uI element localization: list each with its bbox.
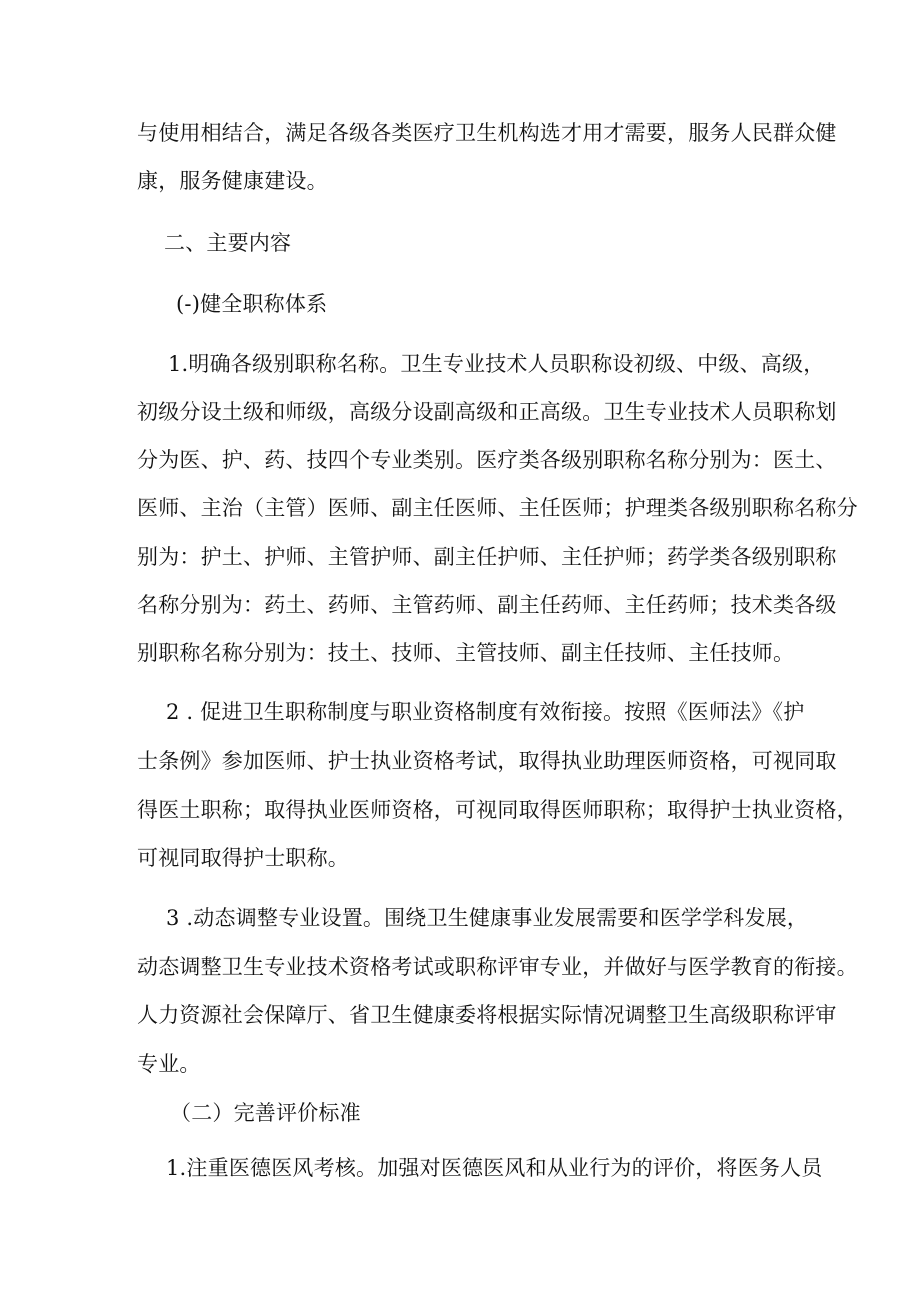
- paragraph-line: 可视同取得护士职称。: [137, 846, 349, 870]
- subsection-heading: （二）完善评价标准: [170, 1101, 361, 1125]
- paragraph-line: 名称分别为：药土、药师、主管药师、副主任药师、主任药师；技术类各级: [137, 593, 837, 617]
- paragraph-line: 得医土职称；取得执业医师资格，可视同取得医师职称；取得护士执业资格，: [137, 798, 858, 822]
- paragraph-line: 人力资源社会保障厅、省卫生健康委将根据实际情况调整卫生高级职称评审: [137, 1003, 837, 1027]
- paragraph-line: 2 . 促进卫生职称制度与职业资格制度有效衔接。按照《医师法》《护: [166, 700, 805, 724]
- paragraph-line: 1.明确各级别职称名称。卫生专业技术人员职称设初级、中级、高级，: [168, 352, 825, 376]
- paragraph-line: 士条例》参加医师、护士执业资格考试，取得执业助理医师资格，可视同取: [137, 749, 837, 773]
- paragraph-line: 动态调整卫生专业技术资格考试或职称评审专业，并做好与医学教育的衔接。: [137, 955, 858, 979]
- paragraph-line: 3 .动态调整专业设置。围绕卫生健康事业发展需要和医学学科发展，: [166, 906, 809, 930]
- paragraph-line: 1.注重医德医风考核。加强对医德医风和从业行为的评价，将医务人员: [166, 1156, 823, 1180]
- paragraph-line: 康，服务健康建设。: [137, 169, 328, 193]
- paragraph-line: 分为医、护、药、技四个专业类别。医疗类各级别职称名称分别为：医土、: [137, 448, 837, 472]
- paragraph-line: 别职称名称分别为：技土、技师、主管技师、副主任技师、主任技师。: [137, 641, 795, 665]
- paragraph-line: 与使用相结合，满足各级各类医疗卫生机构选才用才需要，服务人民群众健: [137, 121, 837, 145]
- paragraph-line: 初级分设土级和师级，高级分设副高级和正高级。卫生专业技术人员职称划: [137, 400, 837, 424]
- subsection-heading: (-)健全职称体系: [176, 292, 328, 316]
- paragraph-line: 别为：护土、护师、主管护师、副主任护师、主任护师；药学类各级别职称: [137, 545, 837, 569]
- section-heading: 二、主要内容: [164, 231, 292, 255]
- paragraph-line: 专业。: [137, 1052, 201, 1076]
- paragraph-line: 医师、主治（主管）医师、副主任医师、主任医师；护理类各级别职称名称分: [137, 496, 858, 520]
